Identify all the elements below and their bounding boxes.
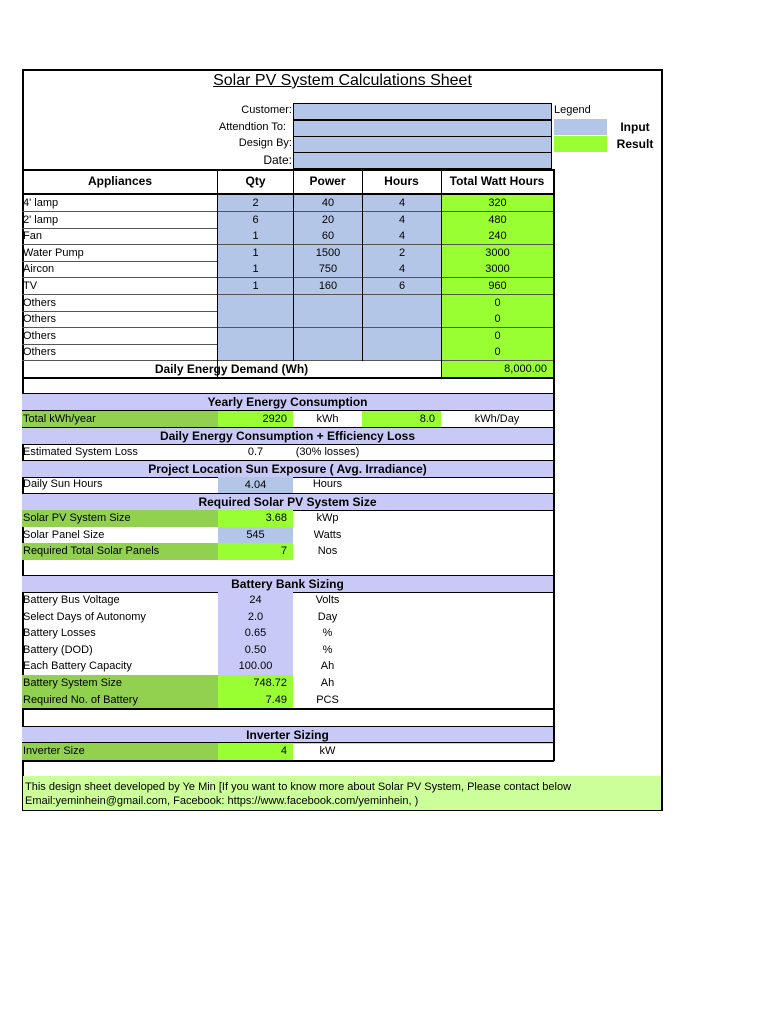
sun-hours-unit: Hours [312,478,343,490]
total-kwh-year-value: 2920 [218,411,293,428]
pv-row-label: Solar Panel Size [23,528,105,541]
appliance-qty[interactable]: 1 [218,228,293,245]
battery-row-label: Each Battery Capacity [23,660,132,673]
row-divider [22,760,554,762]
system-loss-value: 0.7 [247,446,264,458]
yearly-section-header: Yearly Energy Consumption [22,394,553,411]
battery-row-unit: % [322,643,333,656]
battery-row-label: Battery (DOD) [23,643,93,656]
design-by-label: Design By: [238,137,292,149]
appliance-name: Others [23,329,57,342]
pv-row-value: 3.68 [218,510,293,527]
appliance-name: Fan [23,230,42,243]
appliance-total: 240 [442,228,553,245]
battery-row-value[interactable]: 0.65 [218,625,293,642]
footer-line-2: Email:yeminhein@gmail.com, Facebook: https://www.facebook.com/yeminhein, ) [25,795,419,807]
appliance-qty[interactable]: 2 [218,195,293,212]
appliance-qty[interactable] [218,328,293,345]
inverter-section-header: Inverter Sizing [22,727,553,744]
battery-row-value[interactable]: 100.00 [218,658,293,675]
appliance-power[interactable] [294,295,362,312]
daily-demand-label: Daily Energy Demand (Wh) [154,362,309,376]
sun-section-header: Project Location Sun Exposure ( Avg. Irradiance) [22,461,553,478]
appliance-power[interactable]: 60 [294,228,362,245]
pv-row-label: Solar PV System Size [22,510,218,527]
pv-row-unit: Nos [317,545,338,557]
col-header-appliances: Appliances [87,174,153,188]
col-divider [217,169,218,377]
col-header-qty: Qty [245,174,266,188]
appliance-power[interactable]: 40 [294,195,362,212]
appliance-qty[interactable] [218,311,293,328]
appliance-name: Others [23,346,57,359]
appliance-hours[interactable]: 6 [363,278,441,295]
appliance-power[interactable] [294,311,362,328]
battery-row-value: 7.49 [218,692,293,709]
appliance-name: 4' lamp [23,197,59,209]
appliance-hours[interactable]: 2 [363,245,441,262]
appliance-hours[interactable] [363,344,441,361]
legend-result-swatch [554,136,607,152]
appliance-total: 320 [442,195,553,212]
battery-row-value[interactable]: 2.0 [218,609,293,626]
system-loss-label: Estimated System Loss [23,446,138,458]
appliance-hours[interactable] [363,328,441,345]
battery-row-label: Select Days of Autonomy [23,610,146,623]
efficiency-section-header: Daily Energy Consumption + Efficiency Loss [22,428,553,445]
footer-note [23,776,661,810]
system-loss-note: (30% losses) [295,446,360,458]
legend-result-label: Result [616,137,654,151]
total-kwh-year-unit: kWh [316,413,339,425]
appliance-name: Water Pump [23,246,84,259]
battery-row-unit: PCS [316,693,339,706]
appliance-power[interactable] [294,328,362,345]
appliance-qty[interactable] [218,344,293,361]
appliance-total: 0 [442,295,553,312]
legend-title: Legend [554,104,591,116]
sun-hours-label: Daily Sun Hours [23,478,103,490]
appliance-hours[interactable]: 4 [363,261,441,278]
pv-row-label: Required Total Solar Panels [22,543,218,560]
row-divider [22,708,554,710]
appliance-name: Aircon [23,263,55,276]
col-header-hours: Hours [384,174,419,188]
appliance-power[interactable]: 20 [294,212,362,229]
battery-row-unit: % [322,627,333,640]
battery-row-label: Battery Bus Voltage [23,594,120,606]
kwh-per-day-value: 8.0 [362,411,441,428]
pv-section-header: Required Solar PV System Size [22,494,553,511]
legend-input-swatch [554,119,607,135]
customer-input[interactable] [293,103,552,120]
appliance-total: 480 [442,212,553,229]
sheet-title: Solar PV System Calculations Sheet [213,72,472,89]
appliance-hours[interactable]: 4 [363,212,441,229]
pv-row-value: 7 [218,543,293,560]
date-input[interactable] [293,152,552,169]
pv-row-unit: Watts [313,528,342,541]
appliance-hours[interactable]: 4 [363,228,441,245]
appliance-total: 960 [442,278,553,295]
appliance-total: 3000 [442,261,553,278]
battery-section-header: Battery Bank Sizing [22,576,553,593]
table-top-border [22,169,554,171]
appliance-total: 0 [442,344,553,361]
appliance-hours[interactable] [363,311,441,328]
pv-row-unit: kWp [316,512,339,524]
battery-row-label: Required No. of Battery [22,692,218,709]
design-by-input[interactable] [293,136,552,153]
inverter-size-value: 4 [218,743,293,760]
appliance-qty[interactable]: 1 [218,261,293,278]
appliance-power[interactable]: 1500 [294,245,362,262]
row-divider [22,393,554,394]
appliance-qty[interactable] [218,295,293,312]
battery-row-unit: Ah [320,660,335,673]
col-divider [362,169,363,361]
table-right-border [553,169,555,761]
footer-line-1: This design sheet developed by Ye Min [If you want to know more about Solar PV System, Please contact below [25,781,572,793]
battery-row-unit: Volts [315,594,340,606]
pv-row-value[interactable]: 545 [218,527,293,544]
battery-row-label: Battery System Size [22,675,218,692]
total-kwh-year-label: Total kWh/year [22,411,218,428]
legend-input-label: Input [620,120,650,134]
col-divider [293,169,294,361]
inverter-size-label: Inverter Size [22,743,218,760]
appliance-total: 0 [442,328,553,345]
col-divider [441,169,442,377]
date-label: Date: [263,153,292,167]
appliance-qty[interactable]: 6 [218,212,293,229]
battery-row-unit: Ah [320,677,335,689]
appliance-qty[interactable]: 1 [218,278,293,295]
attention-input[interactable] [293,120,552,137]
col-header-power: Power [309,174,346,188]
appliance-hours[interactable] [363,295,441,312]
col-header-total: Total Watt Hours [449,174,545,188]
row-divider [22,460,554,461]
attention-label: Attendtion To: [218,121,286,133]
appliance-name: Others [23,296,57,309]
battery-row-unit: Day [317,610,338,623]
appliance-total: 3000 [442,245,553,262]
battery-row-value: 748.72 [218,675,293,692]
sun-hours-value[interactable]: 4.04 [218,477,293,494]
appliance-name: Others [23,313,57,326]
battery-row-label: Battery Losses [23,627,96,640]
battery-row-value[interactable]: 0.50 [218,642,293,659]
battery-row-value[interactable]: 24 [218,592,293,609]
appliance-total: 0 [442,311,553,328]
appliance-power[interactable] [294,344,362,361]
row-divider [22,427,554,428]
row-divider [22,377,554,379]
appliance-name: TV [23,280,38,292]
appliance-power[interactable]: 750 [294,261,362,278]
customer-label: Customer: [241,104,292,116]
inverter-size-unit: kW [319,745,336,757]
appliance-hours[interactable]: 4 [363,195,441,212]
appliance-qty[interactable]: 1 [218,245,293,262]
appliance-power[interactable]: 160 [294,278,362,295]
kwh-per-day-unit: kWh/Day [474,413,520,425]
appliance-name: 2' lamp [23,213,59,226]
daily-demand-value: 8,000.00 [442,361,553,378]
